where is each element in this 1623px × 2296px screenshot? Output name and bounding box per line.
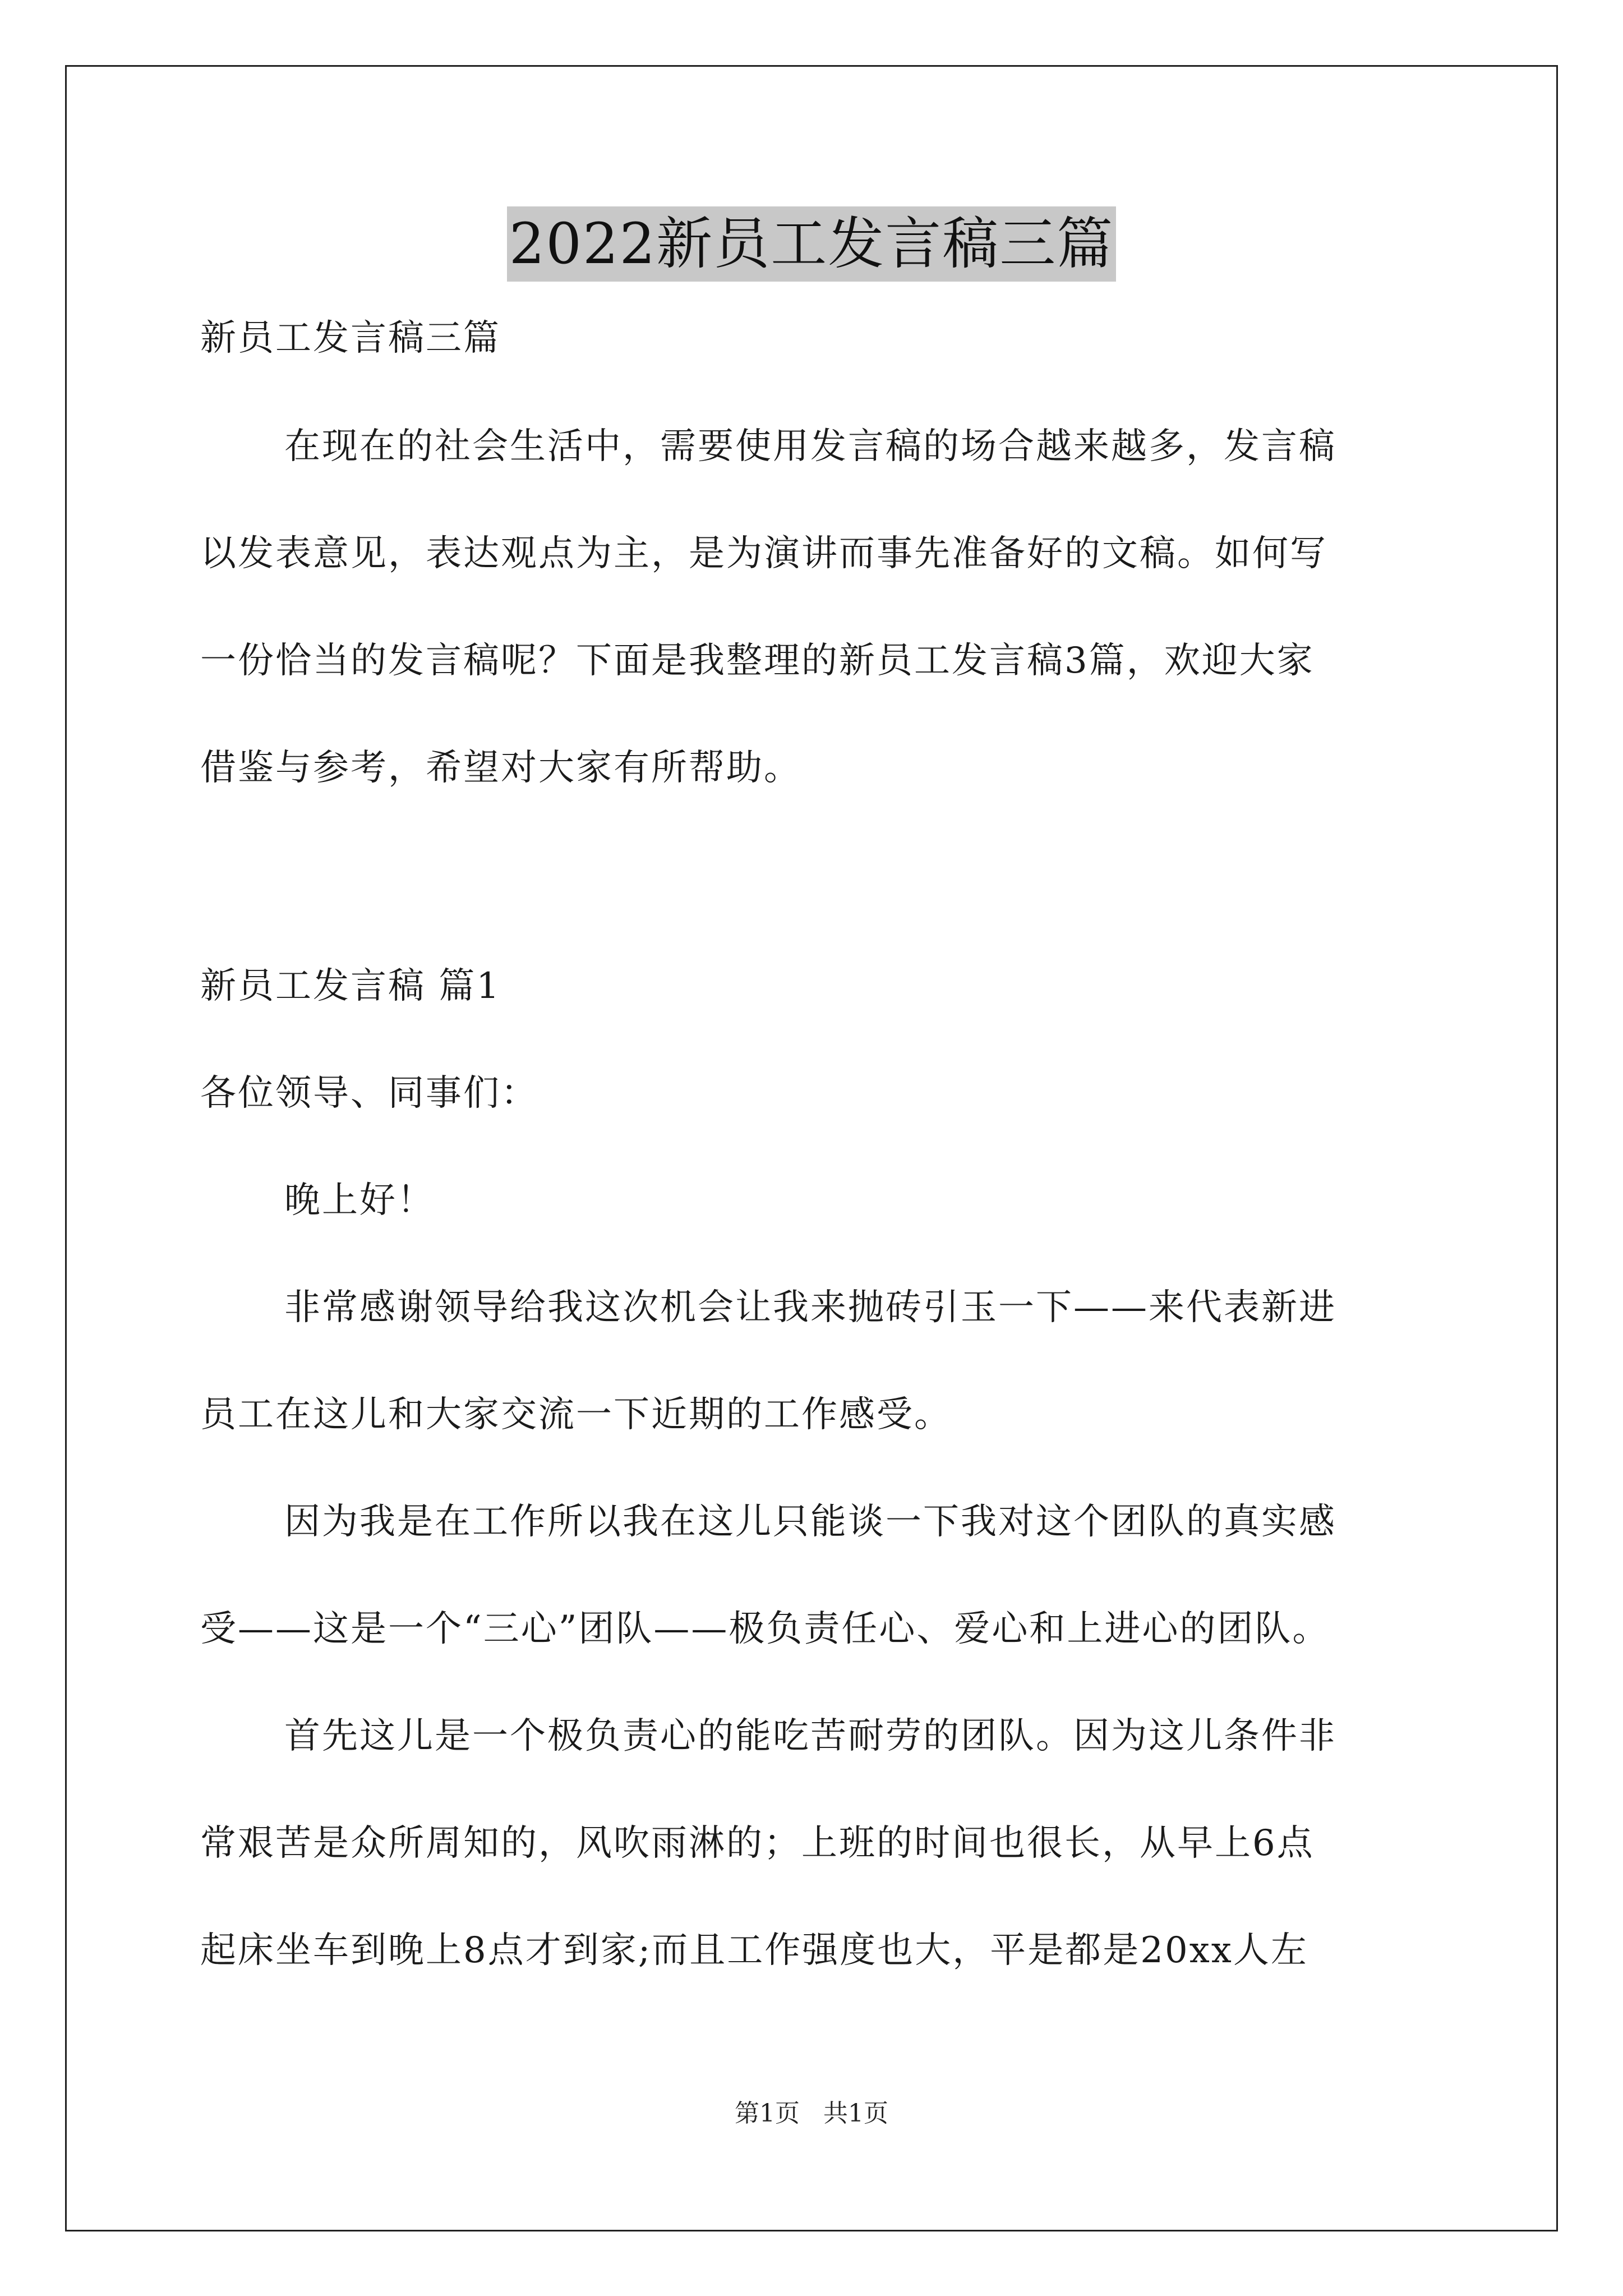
section-heading: 新员工发言稿 篇1	[200, 965, 501, 1007]
page-footer	[0, 2098, 1623, 2129]
page-number: 第1页	[735, 2099, 800, 2128]
paragraph-line: 首先这儿是一个极负责心的能吃苦耐劳的团队。因为这儿条件非	[284, 1715, 1336, 1757]
paragraph-line: 起床坐车到晚上8点才到家;而且工作强度也大，平是都是20xx人左	[200, 1930, 1308, 1971]
page-border	[65, 65, 1558, 2231]
page-total: 共1页	[823, 2099, 888, 2128]
paragraph-line: 因为我是在工作所以我在这儿只能谈一下我对这个团队的真实感	[284, 1501, 1336, 1543]
title-container	[0, 206, 1623, 282]
greeting: 晚上好！	[284, 1180, 435, 1221]
paragraph-line: 一份恰当的发言稿呢？下面是我整理的新员工发言稿3篇，欢迎大家	[200, 640, 1315, 682]
document-title: 2022新员工发言稿三篇	[507, 206, 1117, 282]
paragraph-line: 在现在的社会生活中，需要使用发言稿的场合越来越多，发言稿	[284, 426, 1336, 467]
salutation: 各位领导、同事们：	[200, 1073, 538, 1114]
paragraph-line: 非常感谢领导给我这次机会让我来抛砖引玉一下——来代表新进	[284, 1287, 1336, 1328]
paragraph-line: 受——这是一个“三心”团队——极负责任心、爱心和上进心的团队。	[200, 1608, 1330, 1650]
section-heading: 新员工发言稿三篇	[200, 318, 501, 359]
paragraph-line: 常艰苦是众所周知的，风吹雨淋的；上班的时间也很长，从早上6点	[200, 1823, 1315, 1864]
paragraph-line: 借鉴与参考，希望对大家有所帮助。	[200, 747, 801, 789]
paragraph-line: 员工在这儿和大家交流一下近期的工作感受。	[200, 1394, 952, 1435]
paragraph-line: 以发表意见，表达观点为主，是为演讲而事先准备好的文稿。如何写	[200, 533, 1327, 574]
